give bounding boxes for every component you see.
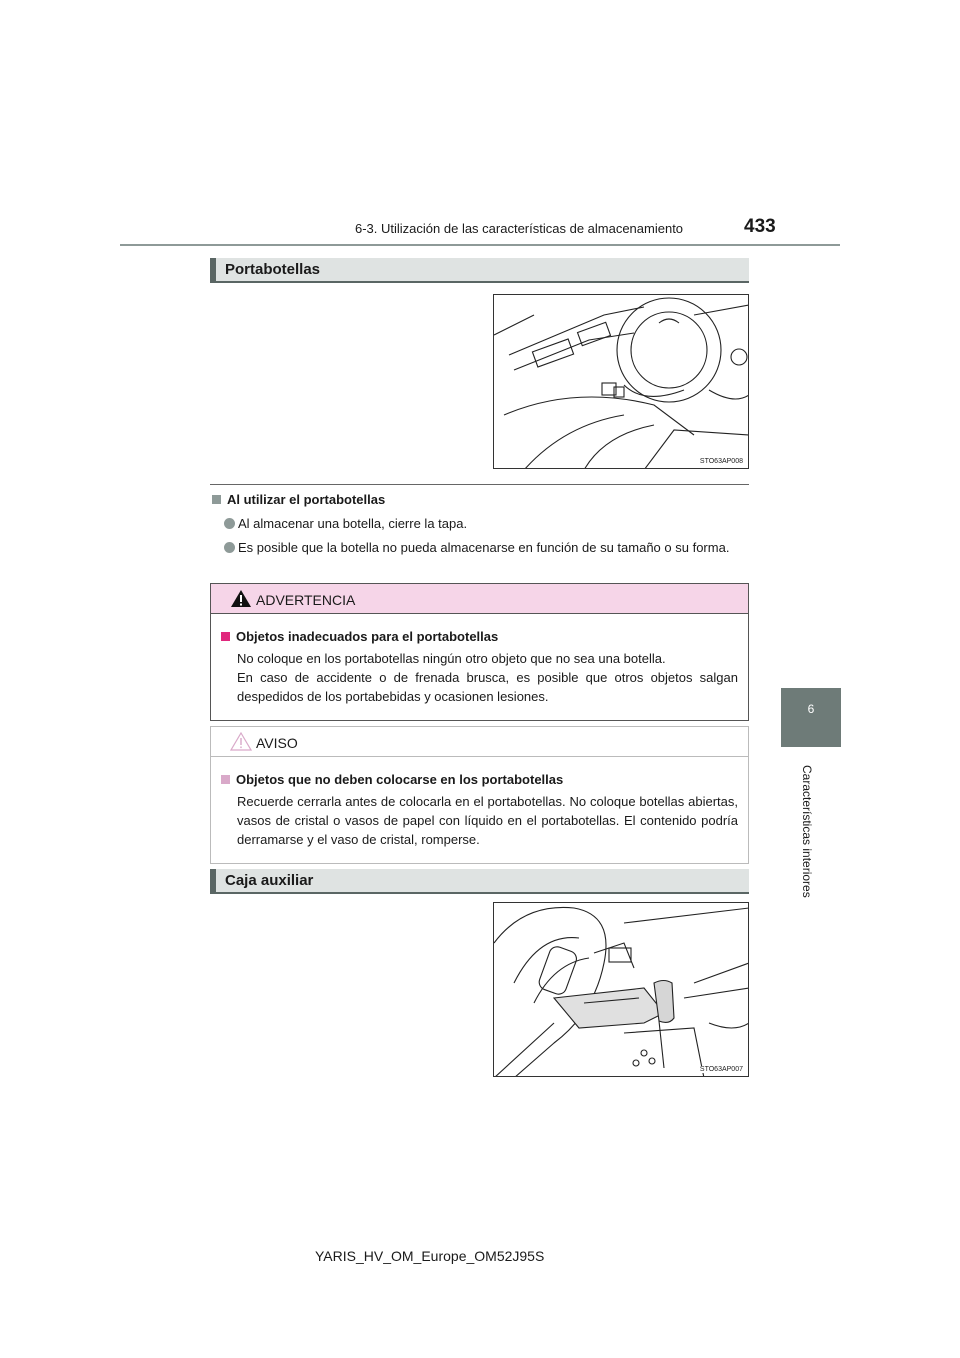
list-item-text: Al almacenar una botella, cierre la tapa. xyxy=(238,516,468,531)
bottle-holder-drawing xyxy=(494,295,749,469)
section-title: Portabotellas xyxy=(225,261,321,278)
header-rule xyxy=(120,244,840,246)
figure-code: STO63AP007 xyxy=(699,1066,743,1073)
notice-label: AVISO xyxy=(256,735,298,751)
circle-bullet-icon xyxy=(224,518,235,529)
square-bullet-icon xyxy=(221,775,230,784)
notice-subheading-text: Objetos que no deben colocarse en los portabotellas xyxy=(236,772,564,787)
chapter-number: 6 xyxy=(807,702,815,716)
warning-box xyxy=(210,583,749,721)
figure-code: STO63AP008 xyxy=(699,458,743,465)
list-item xyxy=(224,538,744,557)
list-item xyxy=(224,514,744,533)
chapter-tab xyxy=(781,688,841,747)
section-heading-aux-box xyxy=(210,869,749,894)
page-header-title: 6-3. Utilización de las características de almacenamiento xyxy=(355,221,684,236)
notice-text: Recuerde cerrarla antes de colocarla en el portabotellas. No coloque botellas abiertas, vasos de cristal o vasos de papel con líquido en el portabotellas. El contenido podría derramarse y el vaso de cristal, romperse. xyxy=(237,794,738,847)
list-item-text: Es posible que la botella no pueda almacenarse en función de su tamaño o su forma. xyxy=(238,540,730,555)
warning-subheading-text: Objetos inadecuados para el portabotellas xyxy=(236,629,499,644)
usage-heading xyxy=(212,492,385,507)
section-heading-bottle-holder xyxy=(210,258,749,283)
square-bullet-icon xyxy=(212,495,221,504)
notice-box xyxy=(210,726,749,864)
divider xyxy=(210,484,749,485)
warning-body xyxy=(211,614,748,720)
page-number: 433 xyxy=(744,216,776,237)
aux-box-illustration xyxy=(493,902,749,1077)
usage-heading-text: Al utilizar el portabotellas xyxy=(227,492,386,507)
warning-subheading xyxy=(221,627,738,646)
warning-header xyxy=(211,584,748,614)
chapter-side-label: Características interiores xyxy=(800,765,814,898)
warning-label: ADVERTENCIA xyxy=(256,592,356,608)
square-bullet-icon xyxy=(221,632,230,641)
footer-doc-code: YARIS_HV_OM_Europe_OM52J95S xyxy=(315,1248,545,1264)
section-title: Caja auxiliar xyxy=(225,872,314,889)
warning-line: En caso de accidente o de frenada brusca, es posible que otros objetos salgan despedidos de los portabebidas y ocasionen lesiones. xyxy=(237,670,738,704)
aux-box-drawing xyxy=(494,903,749,1077)
notice-header xyxy=(211,727,748,757)
notice-body xyxy=(211,757,748,863)
circle-bullet-icon xyxy=(224,542,235,553)
warning-line: No coloque en los portabotellas ningún otro objeto que no sea una botella. xyxy=(237,651,666,666)
notice-triangle-icon xyxy=(230,732,252,751)
notice-subheading xyxy=(221,770,738,789)
warning-triangle-icon xyxy=(230,589,252,608)
bottle-holder-illustration xyxy=(493,294,749,469)
